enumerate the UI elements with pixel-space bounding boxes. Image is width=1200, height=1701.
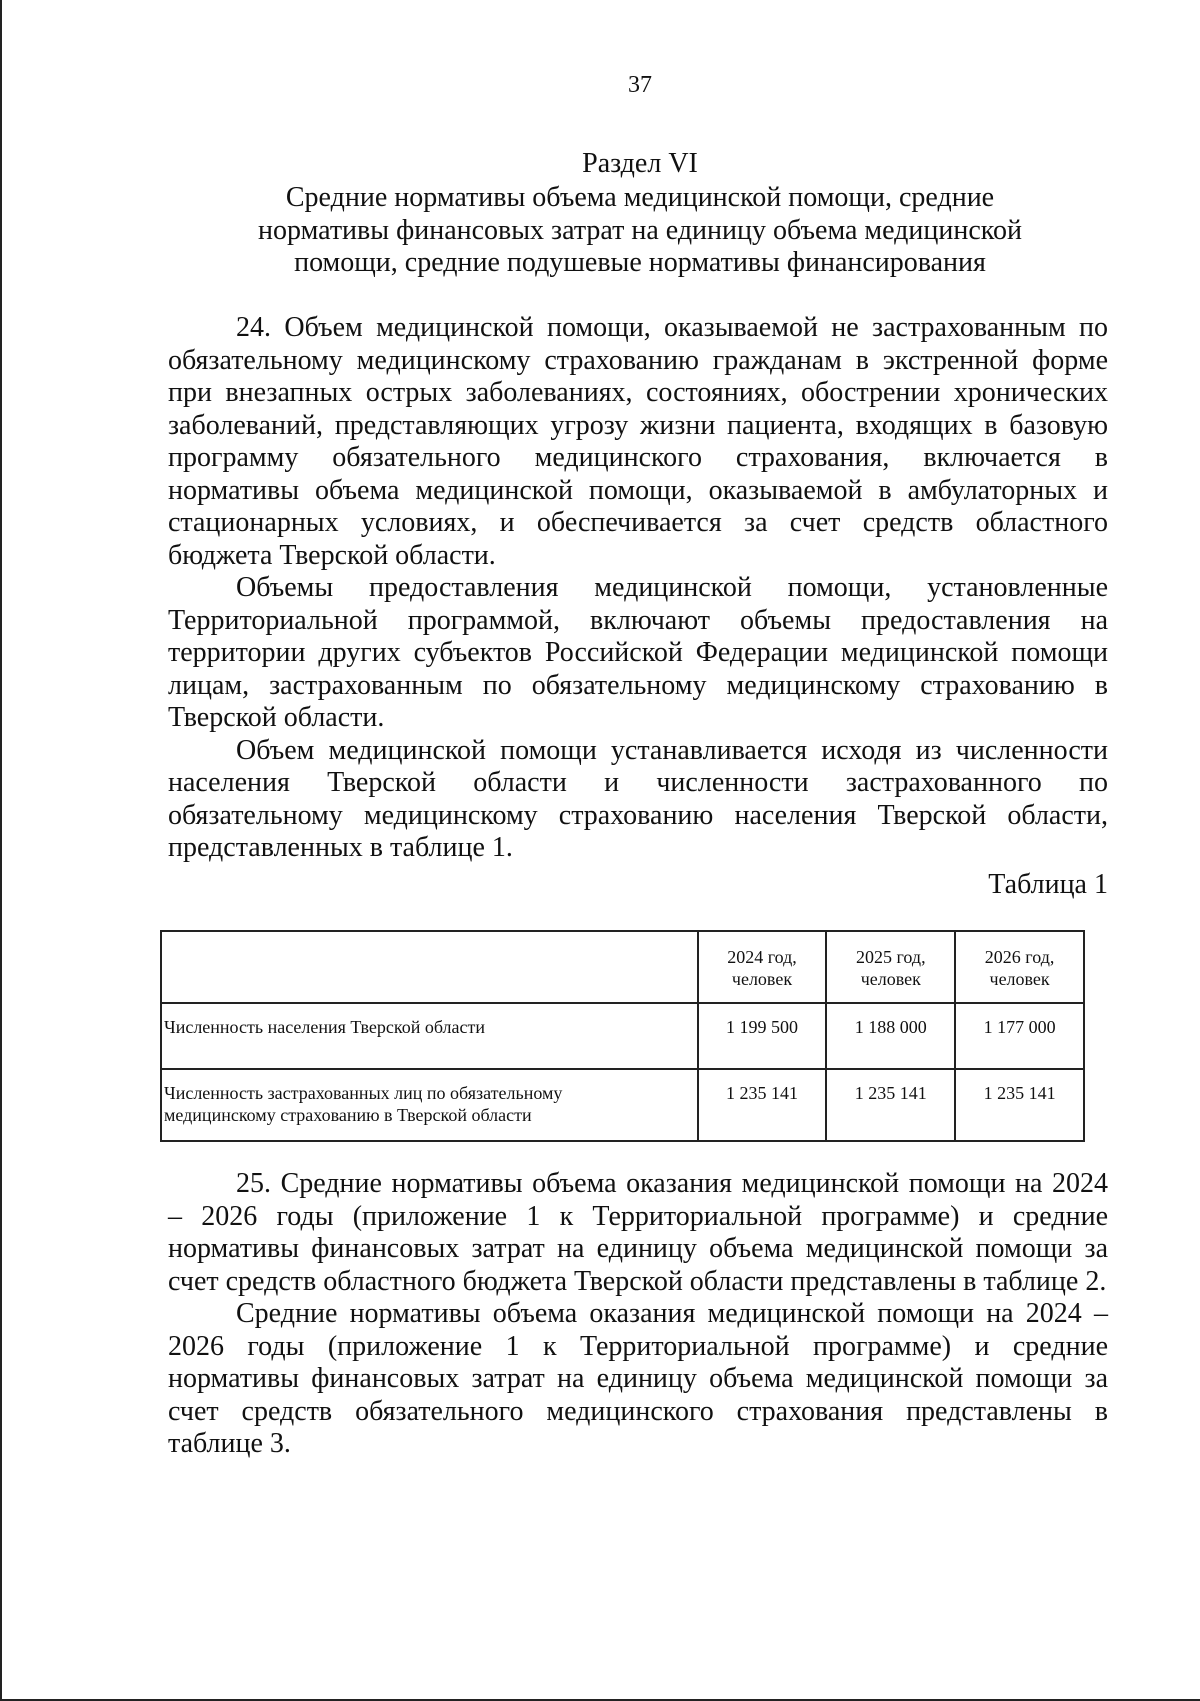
table-cell: 1 188 000 <box>826 1003 955 1069</box>
paragraph-population-basis: Объем медицинской помощи устанавливается исходя из численности населения Тверской области и численности застрахованного по обязательному медицинскому страхованию населения Тверской области, представленных в таблице 1. <box>168 734 1108 863</box>
table-row-label: Численность застрахованных лиц по обязательному медицинскому страхованию в Тверской области <box>161 1069 698 1141</box>
table-header-row <box>161 931 1084 1003</box>
table-cell: 1 177 000 <box>955 1003 1084 1069</box>
table-row-label: Численность населения Тверской области <box>161 1003 698 1069</box>
table-row <box>161 1003 1084 1069</box>
section-heading <box>150 182 1130 280</box>
paragraph-25: 25. Средние нормативы объема оказания медицинской помощи на 2024 – 2026 годы (приложение 1 к Территориальной программе) и средние нормативы финансовых затрат на единицу объема медицинской помощи за счет средств областного бюджета Тверской области представлены в таблице 2. <box>168 1168 1108 1297</box>
table-cell: 1 199 500 <box>698 1003 827 1069</box>
section-heading-line: Средние нормативы объема медицинской помощи, средние <box>285 182 995 213</box>
table-cell: 1 235 141 <box>698 1069 827 1141</box>
text-block-after-table <box>168 1168 1108 1461</box>
paragraph-24: 24. Объем медицинской помощи, оказываемой не застрахованным по обязательному медицинскому страхованию гражданам в экстренной форме при внезапных острых заболеваниях, состояниях, обострении хронических заболеваний, представляющих угрозу жизни пациента, входящих в базовую программу обязательного медицинского страхования, включается в нормативы объема медицинской помощи, оказываемой в амбулаторных и стационарных условиях, и обеспечивается за счет средств областного бюджета Тверской области. <box>168 312 1108 571</box>
paragraph-oms-norms: Средние нормативы объема оказания медицинской помощи на 2024 – 2026 годы (приложение 1 к Территориальной программе) и средние нормативы финансовых затрат на единицу объема медицинской помощи за счет средств обязательного медицинского страхования представлены в таблице 3. <box>168 1298 1108 1459</box>
table-cell: 1 235 141 <box>955 1069 1084 1141</box>
paragraph-volumes: Объемы предоставления медицинской помощи, установленные Территориальной программой, включают объемы предоставления на территории других субъектов Российской Федерации медицинской помощи лицам, застрахованным по обязательному медицинскому страхованию в Тверской области. <box>168 572 1108 733</box>
table-header-2025: 2025 год, человек <box>826 931 955 1003</box>
table-header-2026: 2026 год, человек <box>955 931 1084 1003</box>
table-row <box>161 1069 1084 1141</box>
section-title: Раздел VI <box>582 148 698 179</box>
table-caption: Таблица 1 <box>988 869 1108 900</box>
section-heading-line: помощи, средние подушевые нормативы финансирования <box>294 247 986 278</box>
section-heading-line: нормативы финансовых затрат на единицу объема медицинской <box>258 214 1022 246</box>
table-cell: 1 235 141 <box>826 1069 955 1141</box>
page-number: 37 <box>628 72 652 98</box>
table-header-empty <box>161 931 698 1003</box>
population-table <box>160 930 1085 1142</box>
text-block-before-table <box>168 312 1108 865</box>
scan-edge-left <box>0 0 2 1701</box>
table-header-2024: 2024 год, человек <box>698 931 827 1003</box>
